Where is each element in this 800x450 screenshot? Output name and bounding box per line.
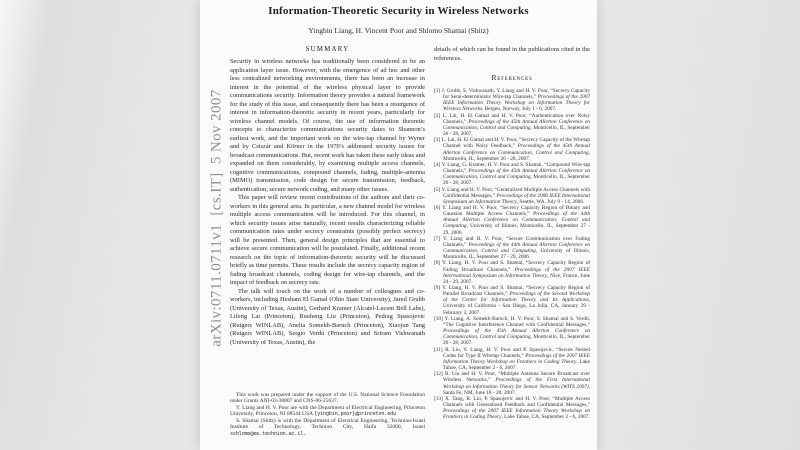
reference-tail: , University of Illinois, Monticello, IL, September 27 - 29, 2006.	[443, 223, 590, 236]
footnote	[230, 418, 425, 438]
reference-item	[434, 396, 590, 421]
reference-tail: , University of Illinois, Monticello, IL, September 27 - 29, 2006.	[443, 248, 590, 261]
reference-item	[434, 316, 590, 347]
summary-paragraphs	[230, 58, 425, 347]
reference-venue: Proceedings of the 45th Annual Allerton Conference on Communication, Control and Computing	[443, 118, 590, 131]
footnote	[230, 392, 425, 405]
reference-tail: , Monticello, IL, September 26 - 28, 2007.	[443, 149, 590, 162]
reference-authors-title: Y. Liang and H. V. Poor, “Secrecy Capacity Region of Binary and Gaussian Multiple Access Channels,”	[442, 204, 590, 218]
reference-number: [1]	[434, 88, 441, 94]
reference-authors-title: Y. Liang and H. V. Poor, “Generalized Multiple Access Channels with Confidential Messages,”	[441, 186, 590, 199]
reference-authors-title: Y. Liang and H. V. Poor, “Secure Communication over Fading Channels,”	[442, 235, 590, 248]
reference-authors-title: Y. Liang, A. Somekh-Baruch, H. V. Poor, S. Shamai and S. Verdú, “The Cognitive Interference Channel with Confidential Messages,”	[443, 315, 590, 328]
footnote-email: sshlomo@ee.technion.ac.il.	[230, 430, 307, 437]
reference-item	[434, 187, 590, 205]
reference-tail: , Nice, France, June 24 - 29, 2007.	[443, 272, 590, 285]
references-list	[434, 88, 590, 420]
reference-venue: Proceedings of the 2007 IEEE Information Theory Workshop on Information Theory for Wireless Networks	[443, 94, 590, 113]
reference-venue: Proceedings of the 2007 IEEE International Symposium on Information Theory	[443, 266, 590, 279]
reference-authors-title: R. Liu and H. V. Poor, “Multiple Antenna Secure Broadcast over Wireless Networks,”	[443, 371, 590, 384]
reference-tail: , Santa Fe, NM, June 18 - 20, 2007.	[443, 383, 590, 396]
reference-number: [10]	[434, 315, 443, 322]
reference-venue: Proceedings of the 2007 IEEE Information Theory Workshop on Frontiers in Coding Theory	[443, 408, 590, 421]
reference-number: [9]	[434, 285, 441, 291]
reference-authors-title: R. Liu, Y. Liang, H. V. Poor and P. Spasojevic, “Secure Nested Codes for Type II Wiretap Channels,”	[443, 346, 590, 359]
reference-tail: , University of California - San Diego, La Jolla, CA, January 29 - February 2, 2007.	[443, 297, 590, 316]
reference-tail: , Seattle, WA, July 9 - 14, 2006.	[516, 198, 585, 205]
reference-venue: Proceedings of the 45th Annual Allerton Conference on Communication, Control and Computing	[443, 328, 590, 341]
reference-venue: Proceedings of the 44th Annual Allerton Conference on Communication, Control and Computing	[443, 241, 590, 255]
reference-venue: Proceedings of the First International Workshop on Information Theory for Sensor Networks (WITS 2007)	[443, 377, 590, 390]
reference-item	[434, 113, 590, 138]
reference-venue: Proceedings of the 45th Annual Allerton Conference on Communication, Control and Computing	[443, 143, 590, 156]
paper-title: Information-Theoretic Security in Wireless Networks	[268, 5, 529, 17]
footnotes-block	[230, 392, 425, 441]
reference-tail: , Lake Tahoe, CA, September 2 - 6, 2007.	[501, 414, 590, 421]
reference-venue: Proceedings of the Second Workshop of the Center for Information Theory and Its Applications	[443, 291, 590, 304]
reference-item	[434, 260, 590, 285]
summary-heading: SUMMARY	[305, 46, 350, 53]
footnote-text: Y. Liang and H. V. Poor are with the Department of Electrical Engineering, Princeton University, Princeton, NJ 08544 USA	[230, 404, 425, 417]
reference-authors-title: L. Lai, H. El Gamal and H. V. Poor, “Authentication over Noisy Channels,”	[442, 112, 590, 125]
reference-number: [12]	[434, 371, 443, 378]
reference-item	[434, 88, 590, 113]
summary-paragraph: The talk will touch on the work of a number of colleagues and co-workers, including Hesham El Gamal (Ohio State University), Jared Grubb (University of Texas, Austin), Gerhard Kramer (Alcatel-Lucent Bell Labs), Lifeng Lai (Princeton), Ruoheng Liu (Princeton), Pedrag Spasojevic (Rutgers WINLAB), Anelia Somekh-Baruch (Princeton), Xiaojun Tang (Rutgers WINLAB), Sergio Verdú (Princeton) and Sriram Vishwanath (University of Texas, Austin), the	[230, 287, 425, 346]
reference-number: [5]	[434, 186, 441, 193]
references-heading: References	[491, 73, 533, 82]
reference-number: [13]	[434, 395, 443, 402]
summary-paragraph: Security in wireless networks has traditionally been considered to be an application layer issue. However, with the emergence of ad hoc and other less centralized networking environments, there has been an increase in interest in the potential of the wireless physical layer to provide communications security. Information theory provides a natural framework for the study of this issue, and consequently there has been a resurgence of interest in information-theoretic security in recent years, particularly for wireless channel models. Of course, the use of information theoretic concepts to characterize communications security dates to Shannon’s earliest work, and the important work on the wire-tap channel by Wyner and by Csiszár and Körner in the 1970’s addressed security issues for broadcast communications. But, recent work has taken these early ideas and expanded on them considerably, by examining multiple access channels, cognitive communications, compound channels, fading, multiple-antenna (MIMO) transmission, code design for secure transmission, feedback, authentication, secure network coding, and many other issues.	[230, 58, 425, 193]
reference-venue: Proceedings of the 2007 IEEE Information Theory Workshop on Frontiers in Coding Theory	[443, 352, 590, 365]
reference-number: [2]	[434, 112, 441, 119]
footnote	[230, 405, 425, 418]
reference-number: [6]	[434, 204, 441, 211]
reference-item	[434, 162, 590, 187]
reference-tail: , Monticello, IL, September 26 - 28, 2007.	[443, 174, 590, 187]
reference-venue: Proceedings of the 45th Annual Allerton Conference on Communication, Control and Computing	[443, 168, 590, 181]
reference-authors-title: Y. Liang, G. Kramer, H. V. Poor and S. Shamai, “Compound Wire-tap Channels,”	[441, 161, 590, 175]
right-column	[434, 46, 590, 440]
reference-item	[434, 205, 590, 236]
reference-tail: , Monticello, IL, September 26 - 28, 2007.	[443, 334, 590, 347]
reference-item	[434, 285, 590, 316]
reference-authors-title: L. Lai, H. El Gamal and H. V. Poor, “Secrecy Capacity of the Wiretap Channel with Noisy Feedback,”	[441, 137, 590, 150]
reference-item	[434, 137, 590, 162]
reference-number: [4]	[434, 161, 441, 168]
footnote-text: This work was prepared under the support of the U.S. National Science Foundation under Grants ANI-03-38807 and CNS-06-25637.	[230, 391, 425, 404]
left-column	[230, 46, 425, 440]
reference-authors-title: X. Tang, R. Liu, P. Spasojevic and H. V. Poor, “Multiple Access Channels with Generalized Feedback and Confidential Messages,”	[443, 395, 590, 408]
paper-page	[200, 0, 597, 450]
paper-authors: Yingbin Liang, H. Vincent Poor and Shlomo Shamai (Shitz)	[308, 26, 489, 35]
reference-item	[434, 347, 590, 372]
reference-authors-title: Y. Liang, H. V. Poor and S. Shamai, “Secrecy Capacity Region of Parallel Broadcast Channels,”	[442, 285, 590, 298]
reference-number: [7]	[434, 235, 441, 242]
reference-authors-title: J. Grubb, S. Vishwanath, Y. Liang and H. V. Poor, “Secrecy Capacity for Semi-deterministic Wire-tap Channels,”	[441, 88, 590, 101]
reference-tail: , Monticello, IL, September 26 - 28, 2007.	[443, 124, 590, 138]
reference-item	[434, 236, 590, 261]
reference-tail: , Bergen, Norway, July 1 - 6, 2007.	[482, 106, 557, 113]
two-column-body	[200, 46, 597, 440]
reference-number: [3]	[434, 137, 441, 144]
reference-number: [8]	[434, 260, 441, 267]
continuation-paragraph: details of which can be found in the publications cited in the references.	[434, 46, 590, 62]
summary-paragraph: This paper will review recent contributions of the authors and their co-workers in this general area. In particular, a new channel model for wireless multiple access communication will be introduced. For this channel, in which security issues arise naturally, recent results characterizing reliable communication rates under secrecy constraints (possibly perfect secrecy) will be presented. Then, general design principles that are essential to achieve secure communication will be postulated. Finally, additional recent research on the topic of information-theoretic security will be discussed briefly as time permits. These results include the secrecy capacity region of fading broadcast channels, coding design for wire-tap channels, and the impact of feedback on secrecy rate.	[230, 194, 425, 286]
reference-authors-title: Y. Liang, H. V. Poor and S. Shamai, “Secrecy Capacity Region of Fading Broadcast Channels,”	[442, 260, 590, 273]
paper-page-content	[200, 0, 597, 450]
reference-venue: Proceedings of the 44th Annual Allerton Conference on Communication, Control and Computing	[443, 211, 590, 230]
reference-item	[434, 371, 590, 396]
reference-tail: , Lake Tahoe, CA, September 2 - 6, 2007.	[443, 358, 590, 372]
arxiv-watermark: arXiv:0711.0711v1 [cs.IT] 5 Nov 2007	[208, 89, 225, 347]
footnote-text: S. Shamai (Shitz) is with the Department of Electrical Engineering, Technion-Israel Institute of Technology, Technion City, Haifa 32000, Israel	[230, 417, 425, 430]
reference-number: [11]	[434, 346, 443, 353]
reference-venue: Proceedings of the 2006 IEEE International Symposium on Information Theory	[443, 192, 590, 205]
footnote-email: {yingbin,poor}@princeton.edu	[314, 411, 396, 417]
